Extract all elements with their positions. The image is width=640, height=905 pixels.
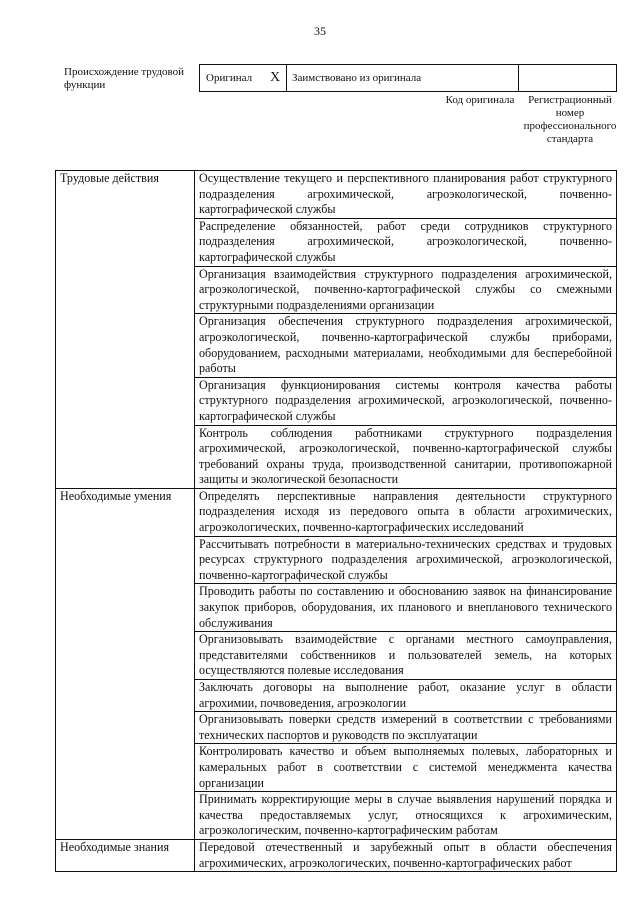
section-item: Проводить работы по составлению и обоснованию заявок на финансирование закупок приборов, оборудования, их планового и внепланового технического обслуживания — [195, 584, 617, 632]
origin-box — [199, 64, 617, 92]
section-title: Необходимые умения — [56, 488, 195, 839]
section-item: Организовывать поверки средств измерений в соответствии с требованиями технических паспортов и руководств по эксплуатации — [195, 712, 617, 744]
section-title: Необходимые знания — [56, 839, 195, 871]
section-item: Определять перспективные направления деятельности структурного подразделения исходя из передового опыта в области агрохимических, агроэкологических, почвенно-картографических исследований — [195, 488, 617, 536]
section-item: Принимать корректирующие меры в случае выявления нарушений порядка и качества предоставляемых услуг, относящихся к агрохимическим, агроэкологическим, почвенно-картографическим работам — [195, 792, 617, 840]
code-label: Код оригинала — [445, 94, 515, 106]
section-item: Рассчитывать потребности в материально-технических средствах и трудовых ресурсах структурного подразделения агрохимической, агроэкологической, почвенно-картографической службы — [195, 536, 617, 584]
table-row — [56, 839, 617, 871]
section-item: Организация функционирования системы контроля качества работы структурного подразделения агрохимической, агроэкологической, почвенно-картографической службы — [195, 377, 617, 425]
section-item: Осуществление текущего и перспективного планирования работ структурного подразделения агрохимической, агроэкологической, почвенно-картографической службы — [195, 171, 617, 219]
original-mark: X — [270, 70, 281, 85]
page-number: 35 — [314, 24, 326, 38]
section-item: Организовывать взаимодействие с органами местного самоуправления, представителями собственников и пользователей земель, на которых осуществляются полевые исследования — [195, 632, 617, 680]
table-row — [56, 171, 617, 219]
labor-function-table — [55, 170, 617, 872]
origin-divider — [286, 65, 287, 91]
original-option: Оригинал — [206, 72, 253, 84]
reg-number-label: Регистрационный номер профессионального стандарта — [523, 94, 617, 145]
section-title: Трудовые действия — [56, 171, 195, 489]
section-item: Контроль соблюдения работниками структурного подразделения агрохимической, агроэкологической, почвенно-картографической службы требований охраны труда, производственной санитарии, противопожарной защиты и экологической безопасности — [195, 425, 617, 488]
section-item: Распределение обязанностей, работ среди сотрудников структурного подразделения агрохимической, агроэкологической, почвенно-картографической службы — [195, 218, 617, 266]
section-item: Заключать договоры на выполнение работ, оказание услуг в области агрохимии, почвоведения, агроэкологии — [195, 680, 617, 712]
table-row — [56, 488, 617, 536]
borrowed-option: Заимствовано из оригинала — [292, 72, 422, 84]
section-item: Контролировать качество и объем выполняемых полевых, лабораторных и камеральных работ в соответствии с системой менеджмента качества организации — [195, 744, 617, 792]
origin-label: Происхождение трудовой функции — [64, 66, 185, 91]
section-item: Организация взаимодействия структурного подразделения агрохимической, агроэкологической, почвенно-картографической службы со смежными структурными подразделениями организации — [195, 266, 617, 314]
section-item: Организация обеспечения структурного подразделения агрохимической, агроэкологической, почвенно-картографической службы приборами, оборудованием, расходными материалами, необходимыми для бесперебойной работы — [195, 314, 617, 377]
origin-divider — [518, 65, 519, 91]
section-item: Передовой отечественный и зарубежный опыт в области обеспечения агрохимических, агроэкологических, почвенно-картографических работ — [195, 839, 617, 871]
